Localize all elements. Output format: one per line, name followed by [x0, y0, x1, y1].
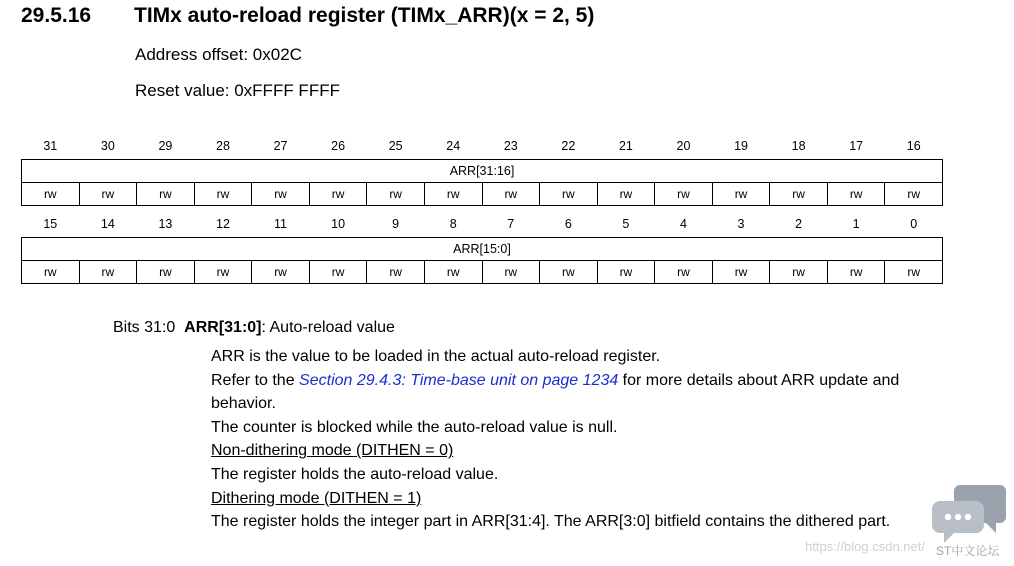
bit-number: 14 [100, 216, 115, 231]
access-type: rw [540, 260, 598, 283]
nondither-text: The register holds the auto-reload value. [211, 465, 499, 483]
bit-number: 26 [331, 138, 346, 153]
bit-number: 15 [43, 216, 58, 231]
bit-number: 12 [216, 216, 230, 231]
desc-line: The counter is blocked while the auto-reload value is null. [211, 418, 618, 436]
bit-number: 2 [795, 216, 803, 231]
bit-number: 5 [622, 216, 630, 231]
access-type: rw [252, 260, 310, 283]
access-type: rw [252, 182, 310, 205]
section-heading [21, 4, 594, 28]
bit-number: 27 [273, 138, 288, 153]
bit-number: 30 [100, 138, 115, 153]
bit-number: 19 [734, 138, 748, 153]
register-table-low [21, 211, 943, 284]
access-row [22, 182, 943, 205]
field-name: ARR[31:16] [22, 159, 943, 182]
refer-prefix: Refer to the [211, 371, 300, 389]
bit-number: 24 [446, 138, 461, 153]
access-type: rw [655, 260, 713, 283]
access-type: rw [712, 182, 770, 205]
access-type: rw [827, 260, 885, 283]
bit-number: 6 [564, 216, 572, 231]
access-type: rw [137, 182, 195, 205]
access-type: rw [712, 260, 770, 283]
bit-number: 23 [503, 138, 518, 153]
bits-field-desc: : Auto-reload value [261, 319, 395, 336]
watermark-url: https://blog.csdn.net/ [805, 539, 925, 554]
bit-number: 10 [331, 216, 346, 231]
access-type: rw [597, 182, 655, 205]
access-type: rw [309, 182, 367, 205]
access-type: rw [540, 182, 598, 205]
access-type: rw [597, 260, 655, 283]
bits-field-name: ARR[31:0] [184, 319, 262, 336]
bit-number: 11 [274, 216, 288, 231]
logo-text: ST中文论坛 [936, 544, 1000, 558]
bit-number: 31 [43, 138, 58, 153]
bit-number: 0 [910, 216, 918, 231]
access-type: rw [309, 260, 367, 283]
access-type: rw [137, 260, 195, 283]
bit-number: 1 [852, 216, 860, 231]
access-type: rw [79, 182, 137, 205]
bit-number: 17 [849, 138, 864, 153]
bit-number: 4 [679, 216, 687, 231]
bit-number: 28 [216, 138, 230, 153]
bits-range: Bits 31:0 [113, 319, 176, 336]
field-row [22, 159, 943, 182]
bit-number: 22 [561, 138, 576, 153]
refer-suffix: for more details about ARR update and behavior. [211, 371, 900, 413]
address-offset: Address offset: 0x02C [135, 45, 302, 64]
bit-number: 8 [449, 216, 457, 231]
nondither-heading: Non-dithering mode (DITHEN = 0) [211, 442, 454, 460]
bit-number: 20 [676, 138, 691, 153]
access-type: rw [482, 182, 540, 205]
access-type: rw [22, 182, 80, 205]
bit-number: 3 [737, 216, 745, 231]
access-type: rw [827, 182, 885, 205]
access-type: rw [770, 260, 828, 283]
dither-text: The register holds the integer part in ARR[31:4]. The ARR[3:0] bitfield contains the dithered part. [211, 513, 891, 531]
desc-line: ARR is the value to be loaded in the actual auto-reload register. [211, 348, 661, 365]
section-link[interactable]: Section 29.4.3: Time-base unit on page 1234 [299, 371, 619, 389]
access-type: rw [885, 182, 943, 205]
bit-number: 7 [507, 216, 515, 231]
bit-number: 29 [158, 138, 173, 153]
access-type: rw [655, 182, 713, 205]
access-row [22, 260, 943, 283]
access-type: rw [194, 182, 252, 205]
access-type: rw [367, 182, 425, 205]
bit-number: 25 [388, 138, 403, 153]
access-type: rw [885, 260, 943, 283]
access-type: rw [367, 260, 425, 283]
access-type: rw [424, 182, 482, 205]
section-title: TIMx auto-reload register (TIMx_ARR)(x = 2, 5) [134, 4, 595, 27]
bits-description [211, 345, 936, 534]
desc-refer [211, 369, 936, 416]
access-type: rw [79, 260, 137, 283]
section-number: 29.5.16 [21, 4, 92, 27]
access-type: rw [424, 260, 482, 283]
bit-number-row [22, 211, 943, 237]
bit-number: 13 [158, 216, 173, 231]
dither-heading: Dithering mode (DITHEN = 1) [211, 489, 422, 507]
reset-value: Reset value: 0xFFFF FFFF [135, 81, 340, 100]
bit-number: 18 [791, 138, 806, 153]
register-table-high [21, 133, 943, 206]
bit-number: 16 [906, 138, 921, 153]
access-type: rw [482, 260, 540, 283]
bit-number: 9 [392, 216, 400, 231]
access-type: rw [22, 260, 80, 283]
access-type: rw [770, 182, 828, 205]
bit-number: 21 [618, 138, 633, 153]
access-type: rw [194, 260, 252, 283]
field-name: ARR[15:0] [22, 237, 943, 260]
field-row [22, 237, 943, 260]
bits-heading [113, 319, 395, 337]
bit-number-row [22, 133, 943, 159]
